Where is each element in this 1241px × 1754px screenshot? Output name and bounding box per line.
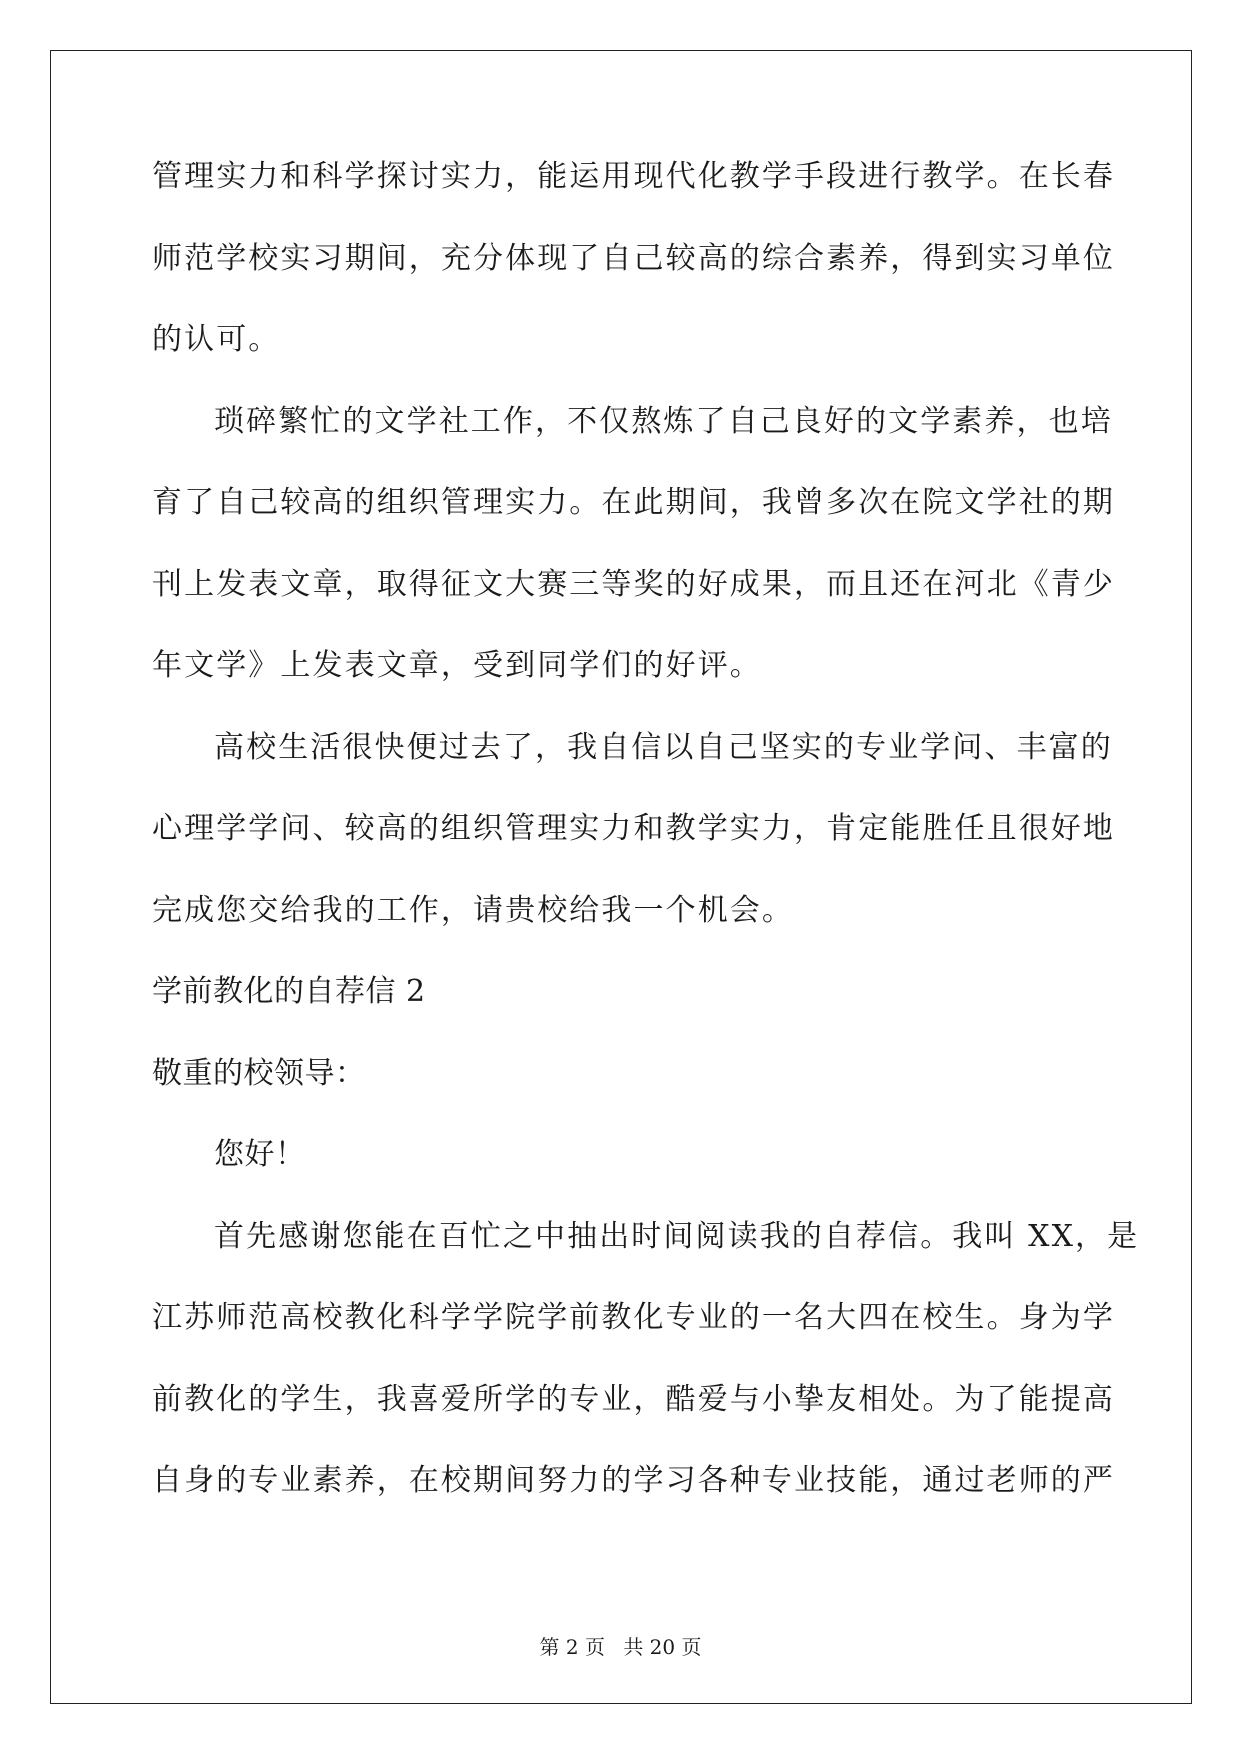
text-line: 育了自己较高的组织管理实力。在此期间，我曾多次在院文学社的期 — [152, 485, 1115, 520]
text-line: 年文学》上发表文章，受到同学们的好评。 — [152, 648, 762, 683]
salutation: 敬重的校领导： — [152, 1055, 366, 1091]
paragraph-start-line: 首先感谢您能在百忙之中抽出时间阅读我的自荐信。我叫 XX，是 — [214, 1218, 1140, 1254]
page-footer — [0, 1637, 1241, 1657]
paragraph-start-line: 琐碎繁忙的文学社工作，不仅熬炼了自己良好的文学素养，也培 — [214, 403, 1113, 439]
text-line: 师范学校实习期间，充分体现了自己较高的综合素养，得到实习单位 — [152, 240, 1115, 276]
text-line: 的认可。 — [152, 322, 281, 357]
paragraph-start-line: 高校生活很快便过去了，我自信以自己坚实的专业学问、丰富的 — [214, 729, 1113, 765]
text-line: 江苏师范高校教化科学学院学前教化专业的一名大四在校生。身为学 — [152, 1300, 1115, 1335]
text-line: 管理实力和科学探讨实力，能运用现代化教学手段进行教学。在长春 — [152, 159, 1115, 194]
text-line: 刊上发表文章，取得征文大赛三等奖的好成果，而且还在河北《青少 — [152, 566, 1115, 602]
greeting: 您好！ — [214, 1137, 306, 1172]
text-line: 心理学学问、较高的组织管理实力和教学实力，肯定能胜任且很好地 — [152, 811, 1115, 846]
text-line: 前教化的学生，我喜爱所学的专业，酷爱与小挚友相处。为了能提高 — [152, 1381, 1115, 1417]
section-heading: 学前教化的自荐信 2 — [152, 974, 426, 1009]
document-body — [152, 159, 1140, 1548]
text-line: 完成您交给我的工作，请贵校给我一个机会。 — [152, 892, 794, 928]
text-line: 自身的专业素养，在校期间努力的学习各种专业技能，通过老师的严 — [152, 1463, 1115, 1498]
page-number: 第 2 页 — [539, 1635, 605, 1659]
page-total: 共 20 页 — [623, 1635, 702, 1659]
